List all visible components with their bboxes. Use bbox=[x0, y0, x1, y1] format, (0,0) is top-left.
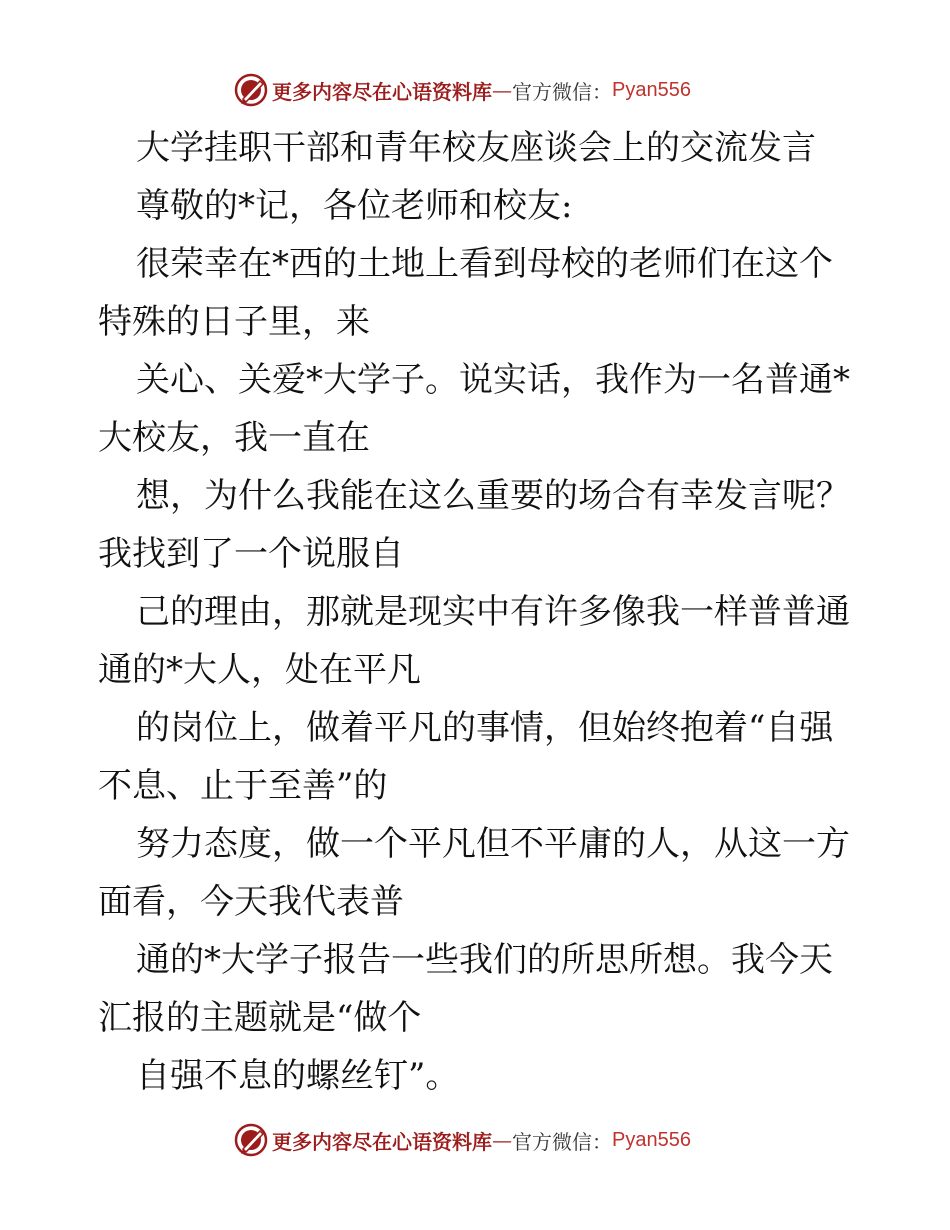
paragraph-line: 的岗位上，做着平凡的事情，但始终抱着“自强 bbox=[136, 708, 834, 748]
paragraph-line: 通的*大学子报告一些我们的所思所想。我今天 bbox=[136, 940, 833, 980]
wechat-id: Pyan556 bbox=[612, 1128, 691, 1151]
paragraph-line: 通的*大人，处在平凡 bbox=[98, 650, 421, 690]
paragraph-line: 汇报的主题就是“做个 bbox=[98, 998, 422, 1038]
wechat-label: 官方微信： bbox=[512, 1129, 612, 1154]
paragraph-line: 我找到了一个说服自 bbox=[98, 534, 404, 574]
paragraph-line: 很荣幸在*西的土地上看到母校的老师们在这个 bbox=[136, 244, 833, 284]
promo-text: 更多内容尽在心语资料库 bbox=[272, 79, 492, 104]
banner-dash: — bbox=[492, 1128, 512, 1152]
footer-watermark bbox=[234, 1122, 691, 1158]
paragraph-line: 努力态度，做一个平凡但不平庸的人，从这一方 bbox=[136, 824, 850, 864]
paragraph-line: 己的理由，那就是现实中有许多像我一样普普通 bbox=[136, 592, 850, 632]
banner-dash: — bbox=[492, 78, 512, 102]
paragraph-line: 想，为什么我能在这么重要的场合有幸发言呢？ bbox=[136, 476, 850, 516]
paragraph-line: 特殊的日子里，来 bbox=[98, 302, 370, 342]
paragraph-line: 大校友，我一直在 bbox=[98, 418, 370, 458]
pen-logo-icon bbox=[234, 73, 268, 107]
paragraph-line: 自强不息的螺丝钉”。 bbox=[136, 1056, 460, 1096]
promo-text: 更多内容尽在心语资料库 bbox=[272, 1129, 492, 1154]
header-watermark bbox=[234, 72, 691, 108]
document-title: 大学挂职干部和青年校友座谈会上的交流发言 bbox=[136, 128, 816, 168]
wechat-id: Pyan556 bbox=[612, 78, 691, 101]
paragraph-line: 面看，今天我代表普 bbox=[98, 882, 404, 922]
pen-logo-icon bbox=[234, 1123, 268, 1157]
paragraph-line: 不息、止于至善”的 bbox=[98, 766, 388, 806]
salutation: 尊敬的*记，各位老师和校友: bbox=[136, 186, 573, 226]
paragraph-line: 关心、关爱*大学子。说实话，我作为一名普通* bbox=[136, 360, 850, 400]
wechat-label: 官方微信： bbox=[512, 79, 612, 104]
